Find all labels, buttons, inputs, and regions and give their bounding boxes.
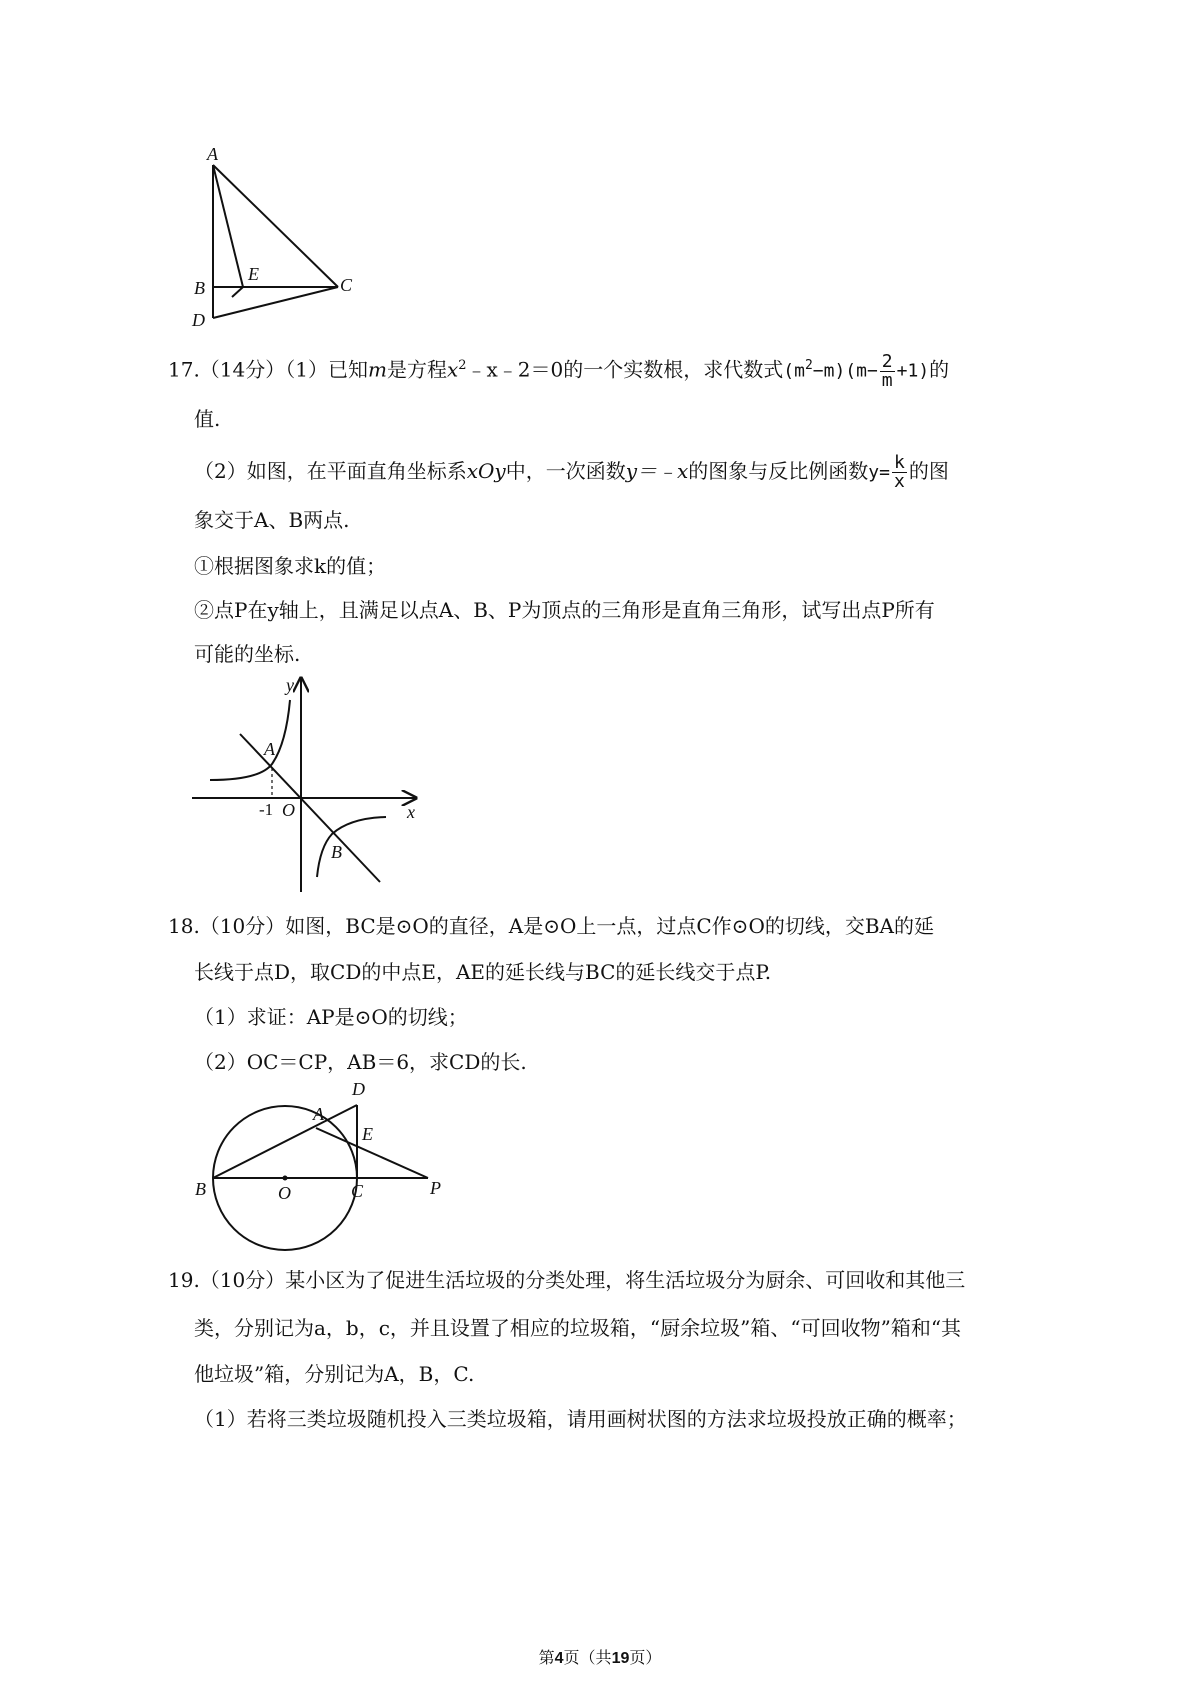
coordinate-graph (180, 672, 430, 897)
y-equals: y= (868, 462, 890, 483)
expression: −m)(m− (812, 360, 878, 382)
q19-line1: 19.（10分）某小区为了促进生活垃圾的分类处理，将生活垃圾分为厨余、可回收和其他三 (168, 1268, 966, 1292)
page-number: 4 (554, 1650, 564, 1667)
q18-sub1: （1）求证：AP是⊙O的切线； (194, 1005, 468, 1029)
q17-part2-line2: 象交于A、B两点. (194, 508, 350, 532)
label-C: C (340, 275, 353, 295)
q17-part1-line1 (168, 352, 949, 390)
label-D: D (192, 310, 205, 330)
fraction-numerator: 2 (881, 350, 893, 372)
q18-line1: 18.（10分）如图，BC是⊙O的直径，A是⊙O上一点，过点C作⊙O的切线，交BA的延 (168, 914, 934, 938)
tick-label-neg1: -1 (259, 800, 274, 819)
q17-text: 是方程 (386, 357, 447, 382)
xoy: xOy (466, 459, 506, 483)
axis-label-y: y (286, 675, 294, 695)
label-A: A (207, 144, 218, 164)
fraction-2-over-m (880, 350, 895, 391)
label-B: B (195, 1179, 206, 1199)
q17-text: 中，一次函数 (505, 459, 626, 483)
label-C: C (351, 1181, 364, 1201)
q17-text: （2）如图，在平面直角坐标系 (194, 459, 467, 483)
q19-line3: 他垃圾”箱，分别记为A，B，C. (194, 1362, 475, 1386)
q19-sub1: （1）若将三类垃圾随机投入三类垃圾箱，请用画树状图的方法求垃圾投放正确的概率； (194, 1407, 967, 1431)
page-footer (0, 1645, 1200, 1668)
label-P: P (430, 1178, 441, 1198)
footer-text: 页（共 (563, 1648, 612, 1667)
triangle-figure (180, 140, 380, 340)
expression: (m (783, 360, 805, 382)
label-B: B (331, 842, 342, 862)
fraction-denominator: x (893, 471, 905, 492)
label-A: A (264, 739, 275, 759)
q17-sub2-line1: ②点P在y轴上，且满足以点A、B、P为顶点的三角形是直角三角形，试写出点P所有 (194, 598, 935, 622)
q17-text: 的图 (908, 459, 949, 483)
label-A: A (313, 1104, 324, 1124)
label-E: E (248, 264, 259, 284)
equation: ﹣x﹣2＝0 (466, 357, 564, 382)
q17-text: 的图象与反比例函数 (688, 459, 869, 483)
q18-sub2: （2）OC＝CP，AB＝6，求CD的长. (194, 1050, 527, 1074)
footer-text: 页） (629, 1648, 662, 1667)
q17-sub1: ①根据图象求k的值； (194, 554, 387, 578)
q19-line2: 类，分别记为a，b，c，并且设置了相应的垃圾箱，“厨余垃圾”箱、“可回收物”箱和“其 (194, 1316, 962, 1340)
label-O: O (278, 1183, 291, 1203)
q17-prefix: 17.（14分）（1）已知 (168, 357, 368, 382)
q17-text: 的一个实数根，求代数式 (563, 357, 784, 382)
q17-part1-line2: 值. (194, 407, 221, 431)
label-O: O (282, 800, 295, 820)
label-E: E (362, 1124, 373, 1144)
fraction-k-over-x (892, 454, 907, 491)
q17-text: 的 (929, 357, 950, 382)
footer-text: 第 (538, 1648, 555, 1667)
q18-line2: 长线于点D，取CD的中点E，AE的延长线与BC的延长线交于点P. (194, 960, 772, 984)
fraction-denominator: m (881, 369, 893, 391)
circle-figure (180, 1075, 460, 1255)
fraction-numerator: k (893, 452, 905, 473)
var-x: x (446, 357, 459, 382)
q17-sub2-line2: 可能的坐标. (194, 642, 301, 666)
var-m: m (367, 357, 387, 382)
exponent: 2 (804, 358, 813, 373)
q17-part2-line1 (194, 454, 949, 491)
linear-function: y＝﹣x (625, 459, 689, 483)
axis-label-x: x (407, 802, 415, 822)
expression: +1) (896, 360, 930, 382)
total-pages: 19 (611, 1650, 630, 1667)
label-B: B (194, 278, 205, 298)
exponent: 2 (458, 358, 467, 373)
label-D: D (352, 1079, 365, 1099)
